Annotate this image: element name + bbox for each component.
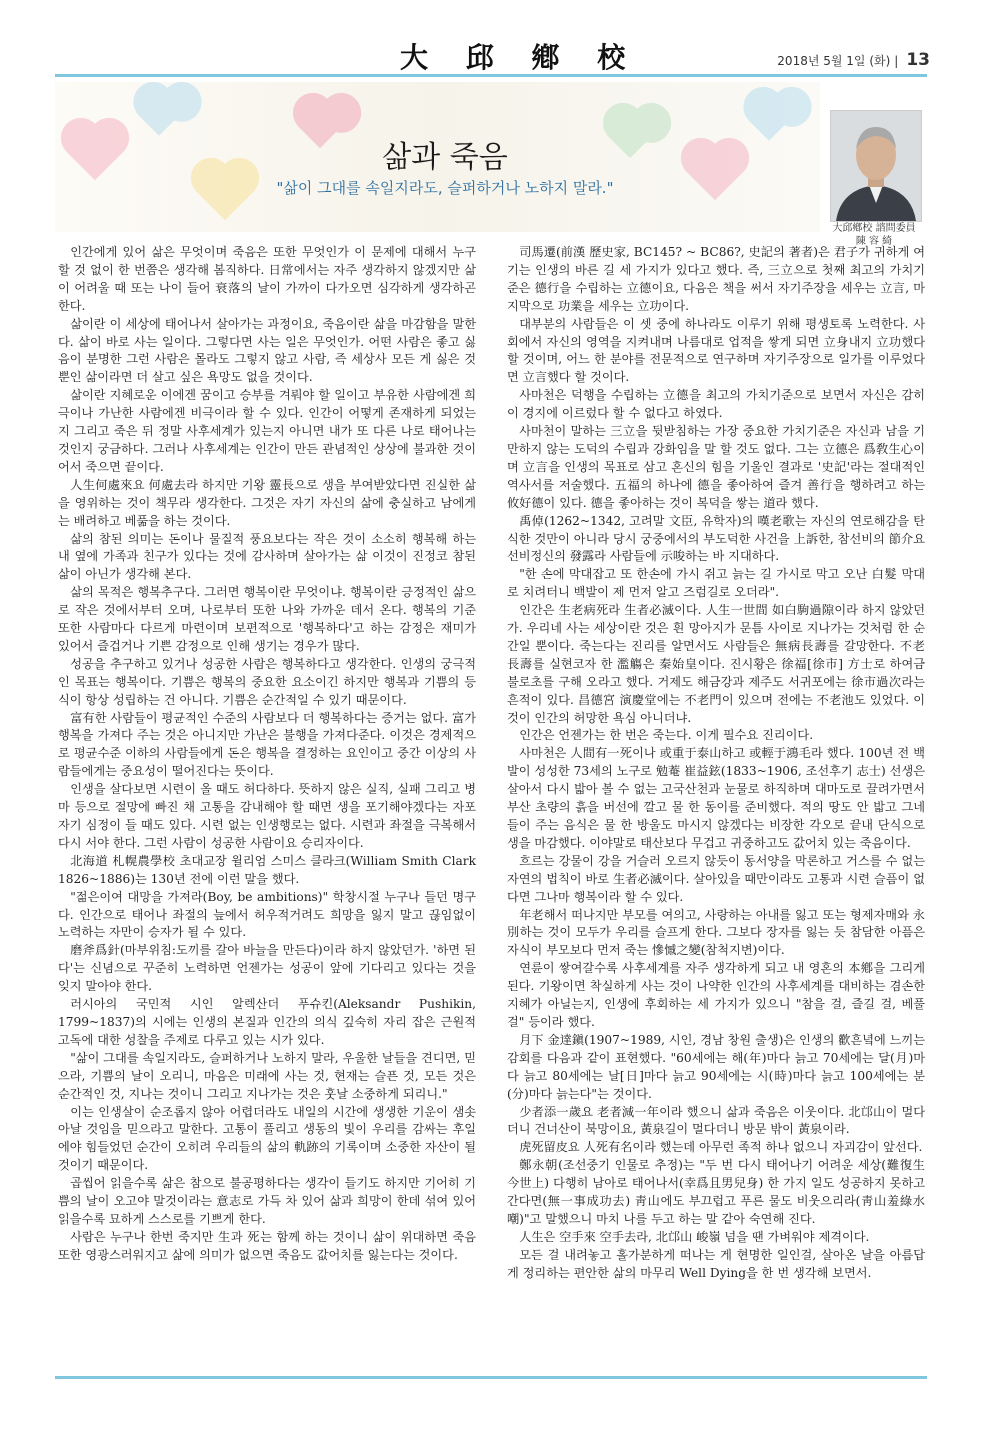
paragraph: 인간은 生老病死라 生者必滅이다. 人生一世間 如白駒過隙이라 하지 않았던가. 우리네 사는 세상이란 것은 흰 망아지가 문틈 사이로 지나가는 것처럼 한 순간일 뿐이다. 죽는다는 진리를 알면서도 사람들은 無病長壽를 갈망한다. 不老長壽를 실현코자 한 濫觴은 秦始皇이다. 진시황은 徐福[徐市] 方士로 하여금 불로초를 구해 오라고 했다. 거제도 해금강과 제주도 서귀포에는 徐市過次라는 흔적이 있다. 昌德宮 演慶堂에는 不老門이 있으며 전에는 不老池도 있었다. 이것이 인간의 허망한 욕심 아니더냐. xyxy=(507,603,925,725)
author-role: 大邱鄕校 諮問委員 xyxy=(832,223,916,234)
paragraph: 禹倬(1262~1342, 고려말 文臣, 유학자)의 嘆老歌는 자신의 연로해감을 탄식한 것만이 아니라 당시 궁중에서의 부도덕한 사건을 上訴한, 참선비의 節介요 선비정신의 發露라 사람들에 示唆하는 바 지대하다. xyxy=(507,513,925,564)
issue-info xyxy=(777,50,930,70)
paragraph: 富有한 사람들이 평균적인 수준의 사람보다 더 행복하다는 증거는 없다. 富가 행복을 가져다 주는 것은 아니지만 가난은 불행을 가져다준다. 이것은 경제적으로 평균수준 이하의 사람들에게 돈은 행복을 결정하는 요인이고 중간 이상의 사람들에게는 중요성이 떨어진다는 뜻이다. xyxy=(58,710,476,779)
newspaper-title: 大 邱 鄕 校 xyxy=(400,41,640,74)
paragraph: 이는 인생살이 순조롭지 않아 어렵더라도 내일의 시간에 생생한 기운이 샘솟아날 것임을 믿으라고 말한다. 고통이 풀리고 생동의 빛이 우리를 감싸는 후일에야 힘들었던 순간이 오히려 우리들의 삶의 軌跡의 기록이며 소중한 자산이 될 것이기 때문이다. xyxy=(58,1104,476,1173)
paragraph: 곱씹어 읽을수록 삶은 참으로 불공평하다는 생각이 들기도 하지만 기어히 기쁨의 날이 오고야 말것이라는 意志로 가득 차 있어 삶과 희망이 한데 섞여 있어 읽을수록 묘하게 스스로를 기쁘게 한다. xyxy=(58,1176,476,1226)
paragraph: 사마천이 말하는 三立을 뒷받침하는 가장 중요한 가치기준은 자신과 남을 기만하지 않는 도덕의 수립과 강화임을 말 할 것도 없다. 그는 立德은 爲敎生心이며 立言을 인생의 목표로 삼고 혼신의 힘을 기울인 결과로 '史記'라는 절대적인 역사서를 저술했다. 五福의 하나에 德을 좋아하여 즐겨 善行을 행하려고 하는 攸好德이 있다. 德을 좋아하는 것이 복덕을 쌓는 道라 했다. xyxy=(507,424,925,510)
article-subtitle: "삶이 그대를 속일지라도, 슬퍼하거나 노하지 말라." xyxy=(276,179,614,197)
paragraph: 삶이란 지혜로운 이에겐 꿈이고 승부를 겨뤄야 할 일이고 부유한 사람에겐 희극이나 가난한 사람에겐 비극이라 할 수 있다. 인간이 어떻게 존재하게 되었는지 그리고 죽은 뒤 정말 사후세계가 있는지 아니면 내가 또 다른 나로 태어나는 것인지 궁금하다. 그러나 사후세계는 인간이 만든 관념적인 상상에 불과한 것이어서 죽으면 끝이다. xyxy=(58,388,476,474)
paragraph: 磨斧爲針(마부위침:도끼를 갈아 바늘을 만든다)이라 하지 않았던가. '하면 된다'는 신념으로 꾸준히 노력하면 언젠가는 성공이 앞에 기다리고 있다는 것을 잊지 말아야 한다. xyxy=(58,943,476,994)
top-rule xyxy=(55,74,927,77)
paragraph: "한 손에 막대잡고 또 한손에 가시 쥐고 늙는 길 가시로 막고 오난 白髮 막대로 치려터니 백발이 제 먼저 알고 즈럼길로 오더라". xyxy=(507,567,925,600)
paragraph: 月下 金達鎭(1907~1989, 시인, 경남 창원 출생)은 인생의 歡흔녘에 느끼는 감회를 다음과 같이 표현했다. "60세에는 해(年)마다 늙고 70세에는 달(月)마다 늙고 80세에는 날[日]마다 늙고 90세에는 시(時)마다 늙고 100세에는 분(分)마다 늙는다"는 것이다. xyxy=(507,1032,925,1101)
paragraph: 러시아의 국민적 시인 알렉산더 푸슈킨(Aleksandr Pushikin, 1799~1837)의 시에는 인생의 본질과 인간의 의식 깊숙히 자리 잡은 근원적 고독에 대한 성찰을 주제로 다루고 있는 시가 있다. xyxy=(58,997,476,1047)
paragraph: 삶의 참된 의미는 돈이나 물질적 풍요보다는 작은 것이 소소히 행복해 하는 내 옆에 가족과 친구가 있다는 것에 감사하며 살아가는 삶 이것이 진정코 참된 삶이 아닌가 생각해 본다. xyxy=(58,531,476,582)
article-column-left xyxy=(58,244,476,1265)
paragraph: 인생을 살다보면 시련이 올 때도 허다하다. 뜻하지 않은 실직, 실패 그리고 병마 등으로 절망에 빠진 채 고통을 감내해야 할 때면 생을 포기해야겠다는 자포자기 심정이 들 때도 있다. 시련 없는 인생행로는 없다. 시련과 좌절을 극복해서 다시 서야 한다. 그런 사람이 성공한 사람이요 승리자이다. xyxy=(58,782,476,850)
paragraph: 年老해서 떠나지만 부모를 여의고, 사랑하는 아내를 잃고 또는 형제자매와 永別하는 것이 모두가 우리를 슬프게 한다. 그보다 장자를 잃는 듯 참담한 아픔은 자식이 부모보다 먼저 죽는 慘慽之變(참척지변)이다. xyxy=(507,907,925,958)
title-banner xyxy=(55,82,820,232)
paragraph: 司馬遷(前漢 歷史家, BC145? ~ BC86?, 史記의 著者)은 君子가 귀하게 여기는 인생의 바른 길 세 가지가 있다고 했다. 즉, 三立으로 첫째 최고의 가치기준은 德行을 수립하는 立德이요, 다음은 책을 써서 자기주장을 세우는 立言, 마지막으로 功業을 세우는 立功이다. xyxy=(507,245,925,313)
paragraph: 北海道 札幌農學校 초대교장 윌리엄 스미스 클라크(William Smith Clark 1826~1886)는 130년 전에 이런 말을 했다. xyxy=(58,853,476,886)
paragraph: 虎死留皮요 人死有名이라 했는데 아무런 족적 하나 없으니 자괴감이 앞선다. xyxy=(519,1140,923,1155)
separator: | xyxy=(894,54,899,68)
paragraph: 성공을 추구하고 있거나 성공한 사람은 행복하다고 생각한다. 인생의 궁극적인 목표는 행복이다. 기쁨은 행복의 중요한 요소이긴 하지만 행복과 기쁨의 등식이 항상 성립하는 건 아니다. 기쁨은 순간적일 수 있기 때문이다. xyxy=(58,656,476,707)
paragraph: 흐르는 강물이 강을 거슬러 오르지 않듯이 동서양을 막론하고 거스를 수 없는 자연의 법칙이 바로 生者必滅이다. 살아있을 때만이라도 고통과 시련 슬픔이 없다면 그나마 행복이라 할 수 있다. xyxy=(507,853,925,904)
paragraph: 인간은 언젠가는 한 번은 죽는다. 이게 필수요 진리이다. xyxy=(519,728,814,743)
paragraph: 삶이란 이 세상에 태어나서 살아가는 과정이요, 죽음이란 삶을 마감함을 말한다. 삶이 바로 사는 일이다. 그렇다면 사는 일은 무엇인가. 어떤 사람은 좋고 싫음이 분명한 그런 사람은 몰라도 그렇지 않고 사람, 즉 세상사 모든 게 싫은 것뿐인 삶이라면 더 살고 싶은 욕망도 없을 것이다. xyxy=(58,316,476,385)
paragraph: 모든 걸 내려놓고 홀가분하게 떠나는 게 현명한 일인걸, 살아온 날을 아름답게 정리하는 편안한 삶의 마무리 Well Dying을 한 번 생각해 보면서. xyxy=(507,1247,925,1280)
author-name: 陳 容 綺 xyxy=(855,236,893,247)
paragraph: "삶이 그대를 속일지라도, 슬퍼하거나 노하지 말라, 우울한 날들을 견디면, 믿으라, 기쁨의 날이 오리니, 마음은 미래에 사는 것, 현재는 슬픈 것, 모든 것은 순간적인 것, 지나는 것이니 그리고 지나가는 것은 훗날 소중하게 되리니." xyxy=(58,1050,476,1101)
bottom-rule xyxy=(55,1376,927,1379)
issue-date: 2018년 5월 1일 (화) xyxy=(777,54,891,68)
paragraph: 사마천은 人間有一死이나 或重于泰山하고 或輕于鴻毛라 했다. 100년 전 백발이 성성한 73세의 노구로 勉菴 崔益鉉(1833~1906, 조선후기 志士) 선생은 살아서 다시 밟아 볼 수 없는 고국산천과 눈물로 하직하며 대마도로 끌려가면서 부산 초량의 흙을 버선에 깔고 물 한 동이를 준비했다. 적의 땅도 안 밟고 그네들이 주는 음식은 물 한 방울도 마시지 않겠다는 비장한 각오로 끝내 단식으로 생을 마감했다. 이야말로 태산보다 무겁고 귀중하고도 값어치 있는 죽음이다. xyxy=(507,746,925,850)
paragraph: 대부분의 사람들은 이 셋 중에 하나라도 이루기 위해 평생토록 노력한다. 사회에서 자신의 영역을 지켜내며 나름대로 업적을 쌓게 되면 立身내지 立功했다 할 것이며, 어느 한 분야를 전문적으로 연구하며 자기주장으로 일가를 이루었다면 立言했다 할 것이다. xyxy=(507,316,925,385)
article-title: 삶과 죽음 xyxy=(382,140,508,175)
paragraph: 사람은 누구나 한번 죽지만 生과 死는 함께 하는 것이니 삶이 위대하면 죽음 또한 영광스러워지고 삶에 의미가 없으면 죽음도 값어치를 잃는다는 것이다. xyxy=(58,1229,476,1262)
paragraph: 鄭永朝(조선중기 인물로 추정)는 "두 번 다시 태어나기 어려운 세상(難復生今世上) 다행히 남아로 태어나서(幸爲且男兒身) 한 가지 일도 성공하지 못하고 간다면(無一事成功去) 靑山에도 부끄럽고 푸른 물도 비웃으리라(靑山羞綠水嘲)"고 말했으니 마치 나를 두고 하는 말 같아 숙연해 진다. xyxy=(507,1158,925,1226)
paragraph: 사마천은 덕행을 수립하는 立德을 최고의 가치기준으로 보면서 자신은 감히 이 경지에 이르렀다 할 수 없다고 하였다. xyxy=(507,388,925,421)
paragraph: 人生何處來요 何處去라 하지만 기왕 靈長으로 생을 부여받았다면 진실한 삶을 영위하는 것이 책무라 생각한다. 그것은 자기 자신의 삶에 충실하고 남에게는 배려하고 베풂을 하는 것이다. xyxy=(58,477,476,528)
paragraph: 인간에게 있어 삶은 무엇이며 죽음은 또한 무엇인가 이 문제에 대해서 누구 할 것 없이 한 번쯤은 생각해 봄직하다. 日常에서는 자주 생각하지 않겠지만 삶이 어려울 때 또는 나이 들어 衰落의 날이 가까이 다가오면 심각하게 생각하곤 한다. xyxy=(58,245,476,313)
article-column-right xyxy=(507,244,925,1283)
page-number: 13 xyxy=(906,50,930,70)
paragraph: "젊은이여 대망을 가져라(Boy, be ambitions)" 학창시절 누구나 들던 명구다. 인간으로 태어나 좌절의 늪에서 허우적거려도 희망을 잃지 말고 끊임없이 노력하는 자만이 승자가 될 수 있다. xyxy=(58,889,476,940)
heart-decoration xyxy=(139,96,179,136)
author-photo xyxy=(830,110,922,222)
paragraph: 少者添一歲요 老者減一年이라 했으니 삶과 죽음은 이웃이다. 北邙山이 멀다더니 건너산이 북망이요, 黃泉길이 멀다더니 방문 밖이 黃泉이라. xyxy=(507,1104,925,1137)
portrait-image xyxy=(831,111,921,221)
paragraph: 人生은 空手來 空手去라, 北邙山 峻嶺 넘을 땐 가벼워야 제격이다. xyxy=(519,1229,870,1244)
paragraph: 연륜이 쌓여갈수록 사후세계를 자주 생각하게 되고 내 영혼의 本鄕을 그리게 된다. 기왕이면 착실하게 사는 것이 나약한 인간의 사후세계를 대비하는 겸손한 지혜가 아닐는지, 인생에 후회하는 세 가지가 있으니 "참을 걸, 즐길 걸, 베풀 걸" 등이라 했다. xyxy=(507,961,925,1029)
paragraph: 삶의 목적은 행복추구다. 그러면 행복이란 무엇이냐. 행복이란 긍정적인 삶으로 작은 것에서부터 오며, 나로부터 또한 나와 가까운 데서 온다. 행복의 기준 또한 사람마다 다르게 마련이며 보편적으로 '행복하다'고 하는 감정은 재미가 있어서 즐겁거나 기쁜 감정으로 인해 생기는 경우가 많다. xyxy=(58,585,476,653)
